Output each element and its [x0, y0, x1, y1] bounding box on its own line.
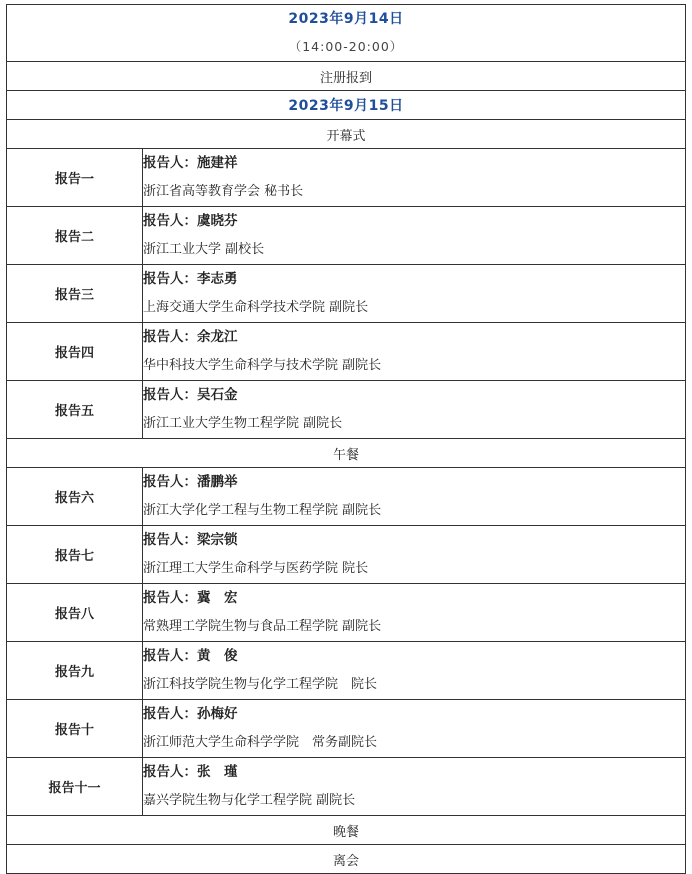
speaker-affiliation: 华中科技大学生命科学与技术学院 副院长 — [143, 357, 382, 373]
speaker-name: 报告人：张 瑾 — [143, 764, 238, 780]
report-label: 报告十 — [7, 700, 143, 758]
report-info — [143, 700, 686, 758]
day1-registration-row — [7, 62, 686, 91]
report-info — [143, 526, 686, 584]
report-info — [143, 265, 686, 323]
speaker-affiliation: 常熟理工学院生物与食品工程学院 副院长 — [143, 618, 382, 634]
report-info — [143, 323, 686, 381]
report-label: 报告十一 — [7, 758, 143, 816]
lunch-cell: 午餐 — [7, 439, 686, 468]
speaker-affiliation: 嘉兴学院生物与化学工程学院 副院长 — [143, 792, 356, 808]
report-info — [143, 642, 686, 700]
opening-row — [7, 120, 686, 149]
day2-date: 2023年9月15日 — [7, 91, 686, 120]
report-row — [7, 700, 686, 758]
speaker-affiliation: 浙江师范大学生命科学学院 常务副院长 — [143, 734, 378, 750]
report-label: 报告一 — [7, 149, 143, 207]
day1-date: 2023年9月14日 — [288, 11, 404, 27]
speaker-name: 报告人：黄 俊 — [143, 648, 238, 664]
report-row — [7, 149, 686, 207]
report-row — [7, 265, 686, 323]
speaker-name: 报告人：李志勇 — [143, 271, 238, 287]
day1-time: （14:00-20:00） — [288, 39, 404, 54]
speaker-affiliation: 上海交通大学生命科学技术学院 副院长 — [143, 299, 369, 315]
report-info — [143, 149, 686, 207]
speaker-name: 报告人：余龙江 — [143, 329, 238, 345]
registration-cell: 注册报到 — [7, 62, 686, 91]
speaker-name: 报告人：冀 宏 — [143, 590, 238, 606]
schedule-table — [6, 4, 686, 874]
report-label: 报告四 — [7, 323, 143, 381]
speaker-name: 报告人：潘鹏举 — [143, 474, 238, 490]
report-row — [7, 323, 686, 381]
speaker-name: 报告人：施建祥 — [143, 155, 238, 171]
speaker-affiliation: 浙江工业大学 副校长 — [143, 241, 265, 257]
report-row — [7, 642, 686, 700]
report-row — [7, 468, 686, 526]
report-label: 报告八 — [7, 584, 143, 642]
dinner-row — [7, 816, 686, 845]
speaker-name: 报告人：虞晓芬 — [143, 213, 238, 229]
report-info — [143, 468, 686, 526]
day1-header-row — [7, 5, 686, 62]
lunch-row — [7, 439, 686, 468]
speaker-affiliation: 浙江大学化学工程与生物工程学院 副院长 — [143, 502, 382, 518]
opening-cell: 开幕式 — [7, 120, 686, 149]
speaker-name: 报告人：吴石金 — [143, 387, 238, 403]
report-label: 报告七 — [7, 526, 143, 584]
report-row — [7, 526, 686, 584]
report-label: 报告五 — [7, 381, 143, 439]
report-label: 报告三 — [7, 265, 143, 323]
report-info — [143, 381, 686, 439]
day2-header-row — [7, 91, 686, 120]
speaker-name: 报告人：孙梅好 — [143, 706, 238, 722]
day1-header-cell — [7, 5, 686, 62]
report-label: 报告二 — [7, 207, 143, 265]
speaker-affiliation: 浙江工业大学生物工程学院 副院长 — [143, 415, 343, 431]
report-info — [143, 584, 686, 642]
report-label: 报告六 — [7, 468, 143, 526]
report-row — [7, 381, 686, 439]
report-row — [7, 207, 686, 265]
report-info — [143, 758, 686, 816]
report-row — [7, 758, 686, 816]
speaker-affiliation: 浙江科技学院生物与化学工程学院 院长 — [143, 676, 378, 692]
dinner-cell: 晚餐 — [7, 816, 686, 845]
report-row — [7, 584, 686, 642]
report-info — [143, 207, 686, 265]
closing-cell: 离会 — [7, 845, 686, 874]
speaker-affiliation: 浙江理工大学生命科学与医药学院 院长 — [143, 560, 369, 576]
closing-row — [7, 845, 686, 874]
speaker-affiliation: 浙江省高等教育学会 秘书长 — [143, 183, 304, 199]
speaker-name: 报告人：梁宗锁 — [143, 532, 238, 548]
report-label: 报告九 — [7, 642, 143, 700]
